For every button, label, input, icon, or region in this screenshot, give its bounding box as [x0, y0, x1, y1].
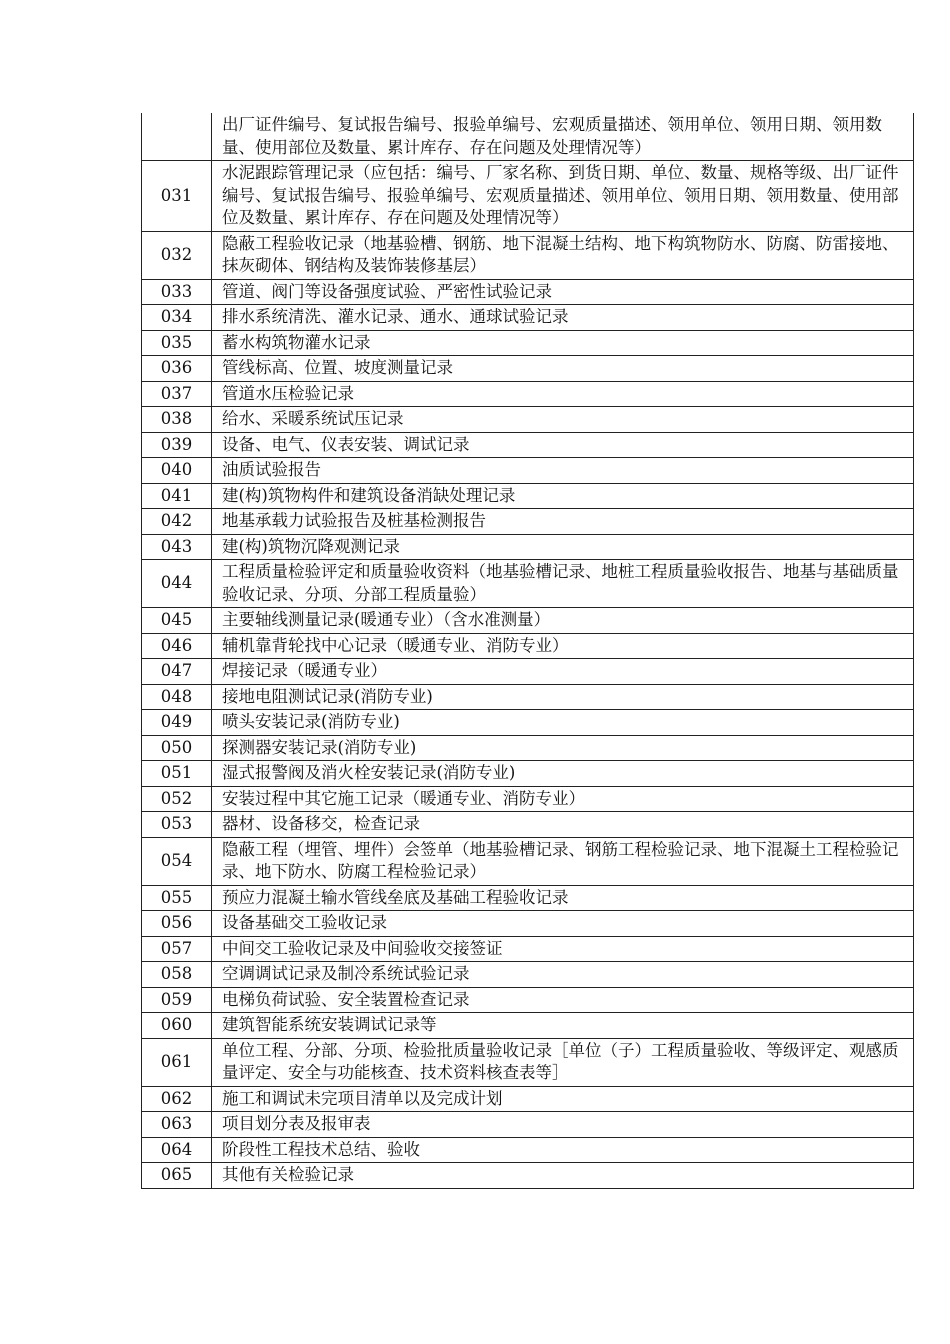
row-number: 060 — [142, 1013, 212, 1039]
row-number: 054 — [142, 837, 212, 885]
table-row — [142, 659, 914, 685]
row-description: 工程质量检验评定和质量验收资料（地基验槽记录、地桩工程质量验收报告、地基与基础质量验收记录、分项、分部工程质量验） — [212, 560, 914, 608]
row-description: 预应力混凝土输水管线垒底及基础工程验收记录 — [212, 885, 914, 911]
row-number: 032 — [142, 231, 212, 279]
row-description: 电梯负荷试验、安全装置检查记录 — [212, 987, 914, 1013]
row-number: 047 — [142, 659, 212, 685]
row-number: 065 — [142, 1163, 212, 1189]
row-description: 中间交工验收记录及中间验收交接签证 — [212, 936, 914, 962]
row-description: 蓄水构筑物灌水记录 — [212, 330, 914, 356]
table-row — [142, 812, 914, 838]
row-description: 水泥跟踪管理记录（应包括：编号、厂家名称、到货日期、单位、数量、规格等级、出厂证件编号、复试报告编号、报验单编号、宏观质量描述、领用单位、领用日期、领用数量、使用部位及数量、累计库存、存在问题及处理情况等） — [212, 161, 914, 232]
row-number: 049 — [142, 710, 212, 736]
row-number — [142, 113, 212, 161]
row-number: 037 — [142, 381, 212, 407]
row-number: 039 — [142, 432, 212, 458]
row-number: 040 — [142, 458, 212, 484]
row-number: 063 — [142, 1112, 212, 1138]
row-number: 035 — [142, 330, 212, 356]
row-description: 空调调试记录及制冷系统试验记录 — [212, 962, 914, 988]
row-number: 048 — [142, 684, 212, 710]
row-description: 设备基础交工验收记录 — [212, 911, 914, 937]
row-description: 安装过程中其它施工记录（暖通专业、消防专业） — [212, 786, 914, 812]
row-number: 033 — [142, 279, 212, 305]
row-description: 主要轴线测量记录(暖通专业）（含水准测量） — [212, 608, 914, 634]
row-number: 050 — [142, 735, 212, 761]
row-description: 管道水压检验记录 — [212, 381, 914, 407]
row-description: 油质试验报告 — [212, 458, 914, 484]
table-row — [142, 330, 914, 356]
row-number: 034 — [142, 305, 212, 331]
row-number: 062 — [142, 1086, 212, 1112]
table-row — [142, 1112, 914, 1138]
row-description: 施工和调试未完项目清单以及完成计划 — [212, 1086, 914, 1112]
row-number: 045 — [142, 608, 212, 634]
row-number: 056 — [142, 911, 212, 937]
table-row — [142, 987, 914, 1013]
row-description: 器材、设备移交，检查记录 — [212, 812, 914, 838]
row-number: 036 — [142, 356, 212, 382]
row-number: 055 — [142, 885, 212, 911]
row-description: 出厂证件编号、复试报告编号、报验单编号、宏观质量描述、领用单位、领用日期、领用数量、使用部位及数量、累计库存、存在问题及处理情况等） — [212, 113, 914, 161]
row-number: 042 — [142, 509, 212, 535]
table-row — [142, 509, 914, 535]
row-description: 湿式报警阀及消火栓安装记录(消防专业) — [212, 761, 914, 787]
table-row — [142, 837, 914, 885]
table-row — [142, 381, 914, 407]
table-row — [142, 356, 914, 382]
row-description: 建(构)筑物构件和建筑设备消缺处理记录 — [212, 483, 914, 509]
row-description: 管道、阀门等设备强度试验、严密性试验记录 — [212, 279, 914, 305]
row-description: 建筑智能系统安装调试记录等 — [212, 1013, 914, 1039]
row-description: 给水、采暖系统试压记录 — [212, 407, 914, 433]
row-number: 057 — [142, 936, 212, 962]
table-row — [142, 911, 914, 937]
row-description: 接地电阻测试记录(消防专业) — [212, 684, 914, 710]
row-description: 建(构)筑物沉降观测记录 — [212, 534, 914, 560]
row-description: 探测器安装记录(消防专业) — [212, 735, 914, 761]
row-description: 其他有关检验记录 — [212, 1163, 914, 1189]
table-row — [142, 735, 914, 761]
row-description: 地基承载力试验报告及桩基检测报告 — [212, 509, 914, 535]
row-number: 044 — [142, 560, 212, 608]
row-number: 059 — [142, 987, 212, 1013]
row-description: 项目划分表及报审表 — [212, 1112, 914, 1138]
records-table — [141, 113, 914, 1189]
table-row — [142, 1137, 914, 1163]
table-row — [142, 407, 914, 433]
row-description: 排水系统清洗、灌水记录、通水、通球试验记录 — [212, 305, 914, 331]
row-number: 031 — [142, 161, 212, 232]
table-row — [142, 432, 914, 458]
table-row — [142, 161, 914, 232]
row-description: 辅机靠背轮找中心记录（暖通专业、消防专业） — [212, 633, 914, 659]
table-row — [142, 936, 914, 962]
row-description: 喷头安装记录(消防专业) — [212, 710, 914, 736]
table-row — [142, 962, 914, 988]
row-number: 053 — [142, 812, 212, 838]
row-description: 隐蔽工程（埋管、埋件）会签单（地基验槽记录、钢筋工程检验记录、地下混凝土工程检验记录、地下防水、防腐工程检验记录） — [212, 837, 914, 885]
row-description: 阶段性工程技术总结、验收 — [212, 1137, 914, 1163]
records-table-body — [142, 113, 914, 1188]
row-number: 041 — [142, 483, 212, 509]
table-row — [142, 483, 914, 509]
row-description: 焊接记录（暖通专业） — [212, 659, 914, 685]
row-number: 043 — [142, 534, 212, 560]
table-row — [142, 458, 914, 484]
table-row — [142, 1013, 914, 1039]
table-row — [142, 786, 914, 812]
row-number: 064 — [142, 1137, 212, 1163]
table-row — [142, 231, 914, 279]
table-row — [142, 534, 914, 560]
row-description: 单位工程、分部、分项、检验批质量验收记录［单位（子）工程质量验收、等级评定、观感质量评定、安全与功能核查、技术资料核查表等］ — [212, 1038, 914, 1086]
table-row — [142, 1163, 914, 1189]
table-row — [142, 113, 914, 161]
row-number: 052 — [142, 786, 212, 812]
table-row — [142, 608, 914, 634]
table-row — [142, 1038, 914, 1086]
table-row — [142, 279, 914, 305]
row-number: 038 — [142, 407, 212, 433]
row-description: 隐蔽工程验收记录（地基验槽、钢筋、地下混凝土结构、地下构筑物防水、防腐、防雷接地、抹灰砌体、钢结构及装饰装修基层） — [212, 231, 914, 279]
row-description: 管线标高、位置、坡度测量记录 — [212, 356, 914, 382]
row-description: 设备、电气、仪表安装、调试记录 — [212, 432, 914, 458]
row-number: 051 — [142, 761, 212, 787]
row-number: 061 — [142, 1038, 212, 1086]
table-row — [142, 684, 914, 710]
table-row — [142, 560, 914, 608]
table-row — [142, 1086, 914, 1112]
table-row — [142, 761, 914, 787]
row-number: 046 — [142, 633, 212, 659]
table-row — [142, 305, 914, 331]
table-row — [142, 885, 914, 911]
table-row — [142, 633, 914, 659]
table-row — [142, 710, 914, 736]
row-number: 058 — [142, 962, 212, 988]
